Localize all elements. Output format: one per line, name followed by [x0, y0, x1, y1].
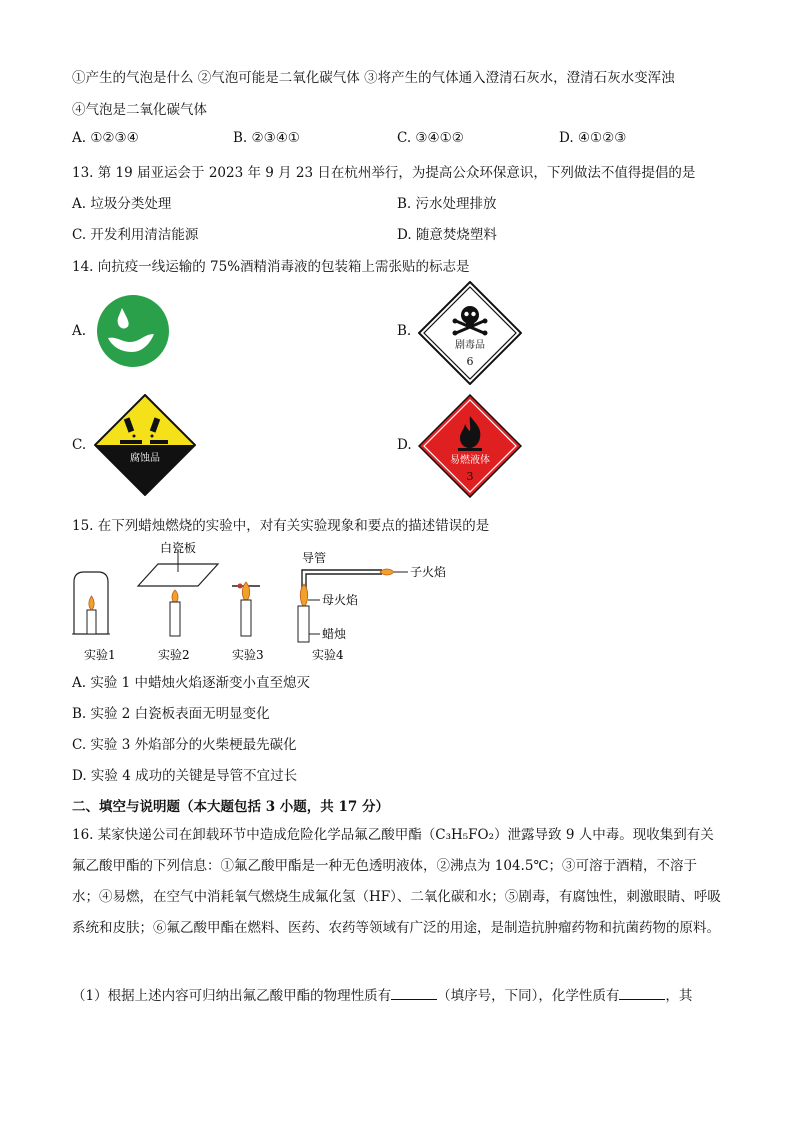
q13-option-a: A. 垃圾分类处理 [72, 196, 172, 212]
q16-sub1-part-a: （1）根据上述内容可归纳出氟乙酸甲酯的物理性质有 [72, 988, 392, 1004]
q16-blank-physical[interactable] [391, 987, 437, 1000]
q12-option-c: C. ③④①② [397, 130, 464, 146]
q13-option-d: D. 随意焚烧塑料 [397, 227, 497, 243]
q13-stem: 13. 第 19 届亚运会于 2023 年 9 月 23 日在杭州举行，为提高公众环保意识，下列做法不值得提倡的是 [72, 165, 696, 181]
flammable-sign-text: 易燃液体 [450, 455, 490, 466]
q15-option-b: B. 实验 2 白瓷板表面无明显变化 [72, 706, 270, 722]
q15-option-d: D. 实验 4 成功的关键是导管不宜过长 [72, 768, 298, 784]
q12-line2: ④气泡是二氧化碳气体 [72, 102, 207, 118]
q16-sub1-part-b: （填序号，下同），化学性质有 [437, 988, 620, 1004]
mother-flame-label: 母火焰 [322, 593, 359, 607]
q13-option-b: B. 污水处理排放 [397, 196, 497, 212]
q16-sub1-part-c: ，其 [665, 988, 693, 1004]
flammable-liquid-sign-icon [418, 394, 522, 498]
q14-label-a: A. [72, 323, 87, 339]
q12-option-a: A. ①②③④ [72, 130, 139, 146]
corrosive-sign-icon [94, 394, 196, 496]
q14-label-b: B. [397, 323, 412, 339]
q16-blank-chemical[interactable] [619, 987, 665, 1000]
water-saving-sign-icon [96, 294, 170, 368]
candle-experiments-figure [68, 538, 468, 666]
candle-label: 蜡烛 [322, 627, 347, 641]
porcelain-board-label: 白瓷板 [160, 541, 197, 555]
q14-stem: 14. 向抗疫一线运输的 75%酒精消毒液的包装箱上需张贴的标志是 [72, 259, 470, 275]
q12-option-b: B. ②③④① [233, 130, 300, 146]
exp1-label: 实验1 [84, 648, 116, 662]
corrosive-sign-text: 腐蚀品 [130, 453, 160, 464]
child-flame-label: 子火焰 [410, 565, 447, 579]
exp4-label: 实验4 [312, 648, 344, 662]
q15-stem: 15. 在下列蜡烛燃烧的实验中，对有关实验现象和要点的描述错误的是 [72, 518, 490, 534]
q14-label-c: C. [72, 437, 87, 453]
section2-title: 二、填空与说明题（本大题包括 3 小题，共 17 分） [72, 799, 389, 815]
q16-sub1 [72, 984, 692, 1004]
exp3-label: 实验3 [232, 648, 264, 662]
q16-paragraph: 16. 某家快递公司在卸载环节中造成危险化学品氟乙酸甲酯（C₃H₅FO₂）泄露导致 9 人中毒。现收集到有关氟乙酸甲酯的下列信息：①氟乙酸甲酯是一种无色透明液体，②沸点为 104.5℃；③可溶于酒精，不溶于水；④易燃，在空气中消耗氧气燃烧生成氟化氢（HF）、二氧化碳和水；⑤剧毒，有腐蚀性，刺激眼睛、呼吸系统和皮肤；⑥氟乙酸甲酯在燃料、医药、农药等领域有广泛的用途，是制造抗肿瘤药物和抗菌药物的原料。 [72, 827, 721, 936]
q15-option-c: C. 实验 3 外焰部分的火柴梗最先碳化 [72, 737, 297, 753]
tube-label: 导管 [302, 551, 327, 565]
q12-line1: ①产生的气泡是什么 ②气泡可能是二氧化碳气体 ③将产生的气体通入澄清石灰水，澄清石灰水变浑浊 [72, 70, 675, 86]
q13-option-c: C. 开发利用清洁能源 [72, 227, 199, 243]
exp2-label: 实验2 [158, 648, 190, 662]
toxic-sign-text: 剧毒品 [455, 340, 485, 351]
toxic-sign-number: 6 [466, 355, 474, 368]
q14-label-d: D. [397, 437, 412, 453]
toxic-sign-icon [418, 281, 522, 385]
q15-option-a: A. 实验 1 中蜡烛火焰逐渐变小直至熄灭 [72, 675, 311, 691]
flammable-sign-number: 3 [466, 470, 474, 483]
q12-option-d: D. ④①②③ [559, 130, 627, 146]
